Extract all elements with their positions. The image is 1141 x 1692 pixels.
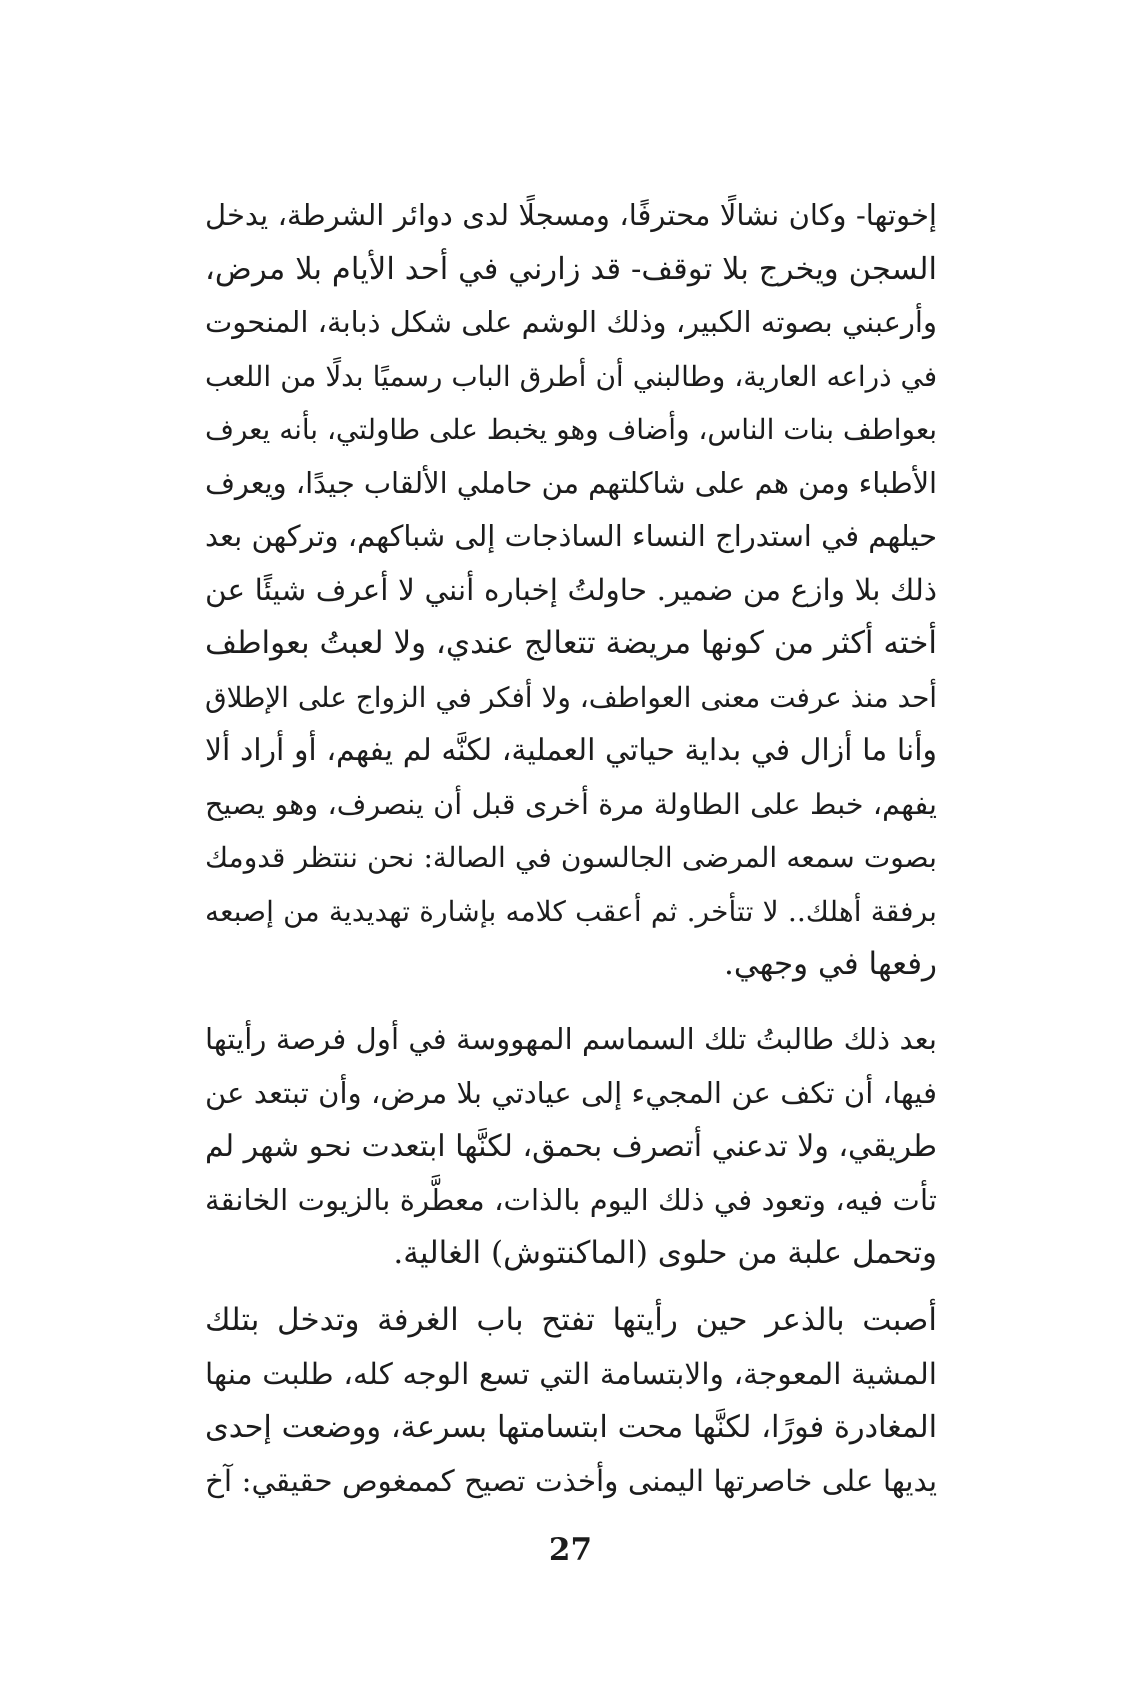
text-line: السجن ويخرج بلا توقف- قد زارني في أحد الأيام بلا مرض، xyxy=(205,251,937,287)
text-line: المغادرة فورًا، لكنَّها محت ابتسامتها بسرعة، ووضعت إحدى xyxy=(205,1410,937,1445)
text-line: رفعها في وجهي. xyxy=(724,946,937,982)
text-line: طريقي، ولا تدعني أتصرف بحمق، لكنَّها ابتعدت نحو شهر لم xyxy=(205,1129,937,1164)
text-line: بعواطف بنات الناس، وأضاف وهو يخبط على طاولتي، بأنه يعرف xyxy=(205,413,937,446)
text-line: بعد ذلك طالبتُ تلك السماسم المهووسة في أول فرصة رأيتها xyxy=(205,1022,937,1056)
text-line: حيلهم في استدراج النساء الساذجات إلى شباكهم، وتركهن بعد xyxy=(205,519,937,553)
text-line: يديها على خاصرتها اليمنى وأخذت تصيح كممغوص حقيقي: آخ xyxy=(205,1463,937,1498)
text-line: إخوتها- وكان نشالًا محترفًا، ومسجلًا لدى دوائر الشرطة، يدخل xyxy=(205,198,937,232)
text-line: فيها، أن تكف عن المجيء إلى عيادتي بلا مرض، وأن تبتعد عن xyxy=(205,1075,937,1110)
text-line: أخته أكثر من كونها مريضة تتعالج عندي، ولا لعبتُ بعواطف xyxy=(205,625,937,661)
text-line: في ذراعه العارية، وطالبني أن أطرق الباب رسميًا بدلًا من اللعب xyxy=(205,359,937,393)
text-line: أحد منذ عرفت معنى العواطف، ولا أفكر في الزواج على الإطلاق xyxy=(205,680,937,714)
text-line: أصبت بالذعر حين رأيتها تفتح باب الغرفة وتدخل بتلك xyxy=(205,1302,937,1338)
text-line: وأرعبني بصوته الكبير، وذلك الوشم على شكل ذبابة، المنحوت xyxy=(205,305,937,339)
page-number: 27 xyxy=(548,1532,593,1568)
text-line: وتحمل علبة من حلوى (الماكنتوش) الغالية. xyxy=(393,1235,937,1271)
paragraph-2 xyxy=(205,1013,937,1281)
text-line: يفهم، خبط على الطاولة مرة أخرى قبل أن ينصرف، وهو يصيح xyxy=(205,786,937,821)
text-line: وأنا ما أزال في بداية حياتي العملية، لكنَّه لم يفهم، أو أراد ألا xyxy=(205,733,937,768)
text-line: بصوت سمعه المرضى الجالسون في الصالة: نحن ننتظر قدومك xyxy=(205,841,937,874)
text-line: الأطباء ومن هم على شاكلتهم من حاملي الألقاب جيدًا، ويعرف xyxy=(205,465,937,500)
text-line: ذلك بلا وازع من ضمير. حاولتُ إخباره أنني لا أعرف شيئًا عن xyxy=(205,572,937,607)
paragraph-1 xyxy=(205,189,937,992)
text-line: تأت فيه، وتعود في ذلك اليوم بالذات، معطَّرة بالزيوت الخانقة xyxy=(205,1182,937,1217)
text-line: برفقة أهلك.. لا تتأخر. ثم أعقب كلامه بإشارة تهديدية من إصبعه xyxy=(205,894,937,928)
text-line: المشية المعوجة، والابتسامة التي تسع الوجه كله، طلبت منها xyxy=(205,1356,937,1392)
paragraph-3 xyxy=(205,1294,937,1508)
